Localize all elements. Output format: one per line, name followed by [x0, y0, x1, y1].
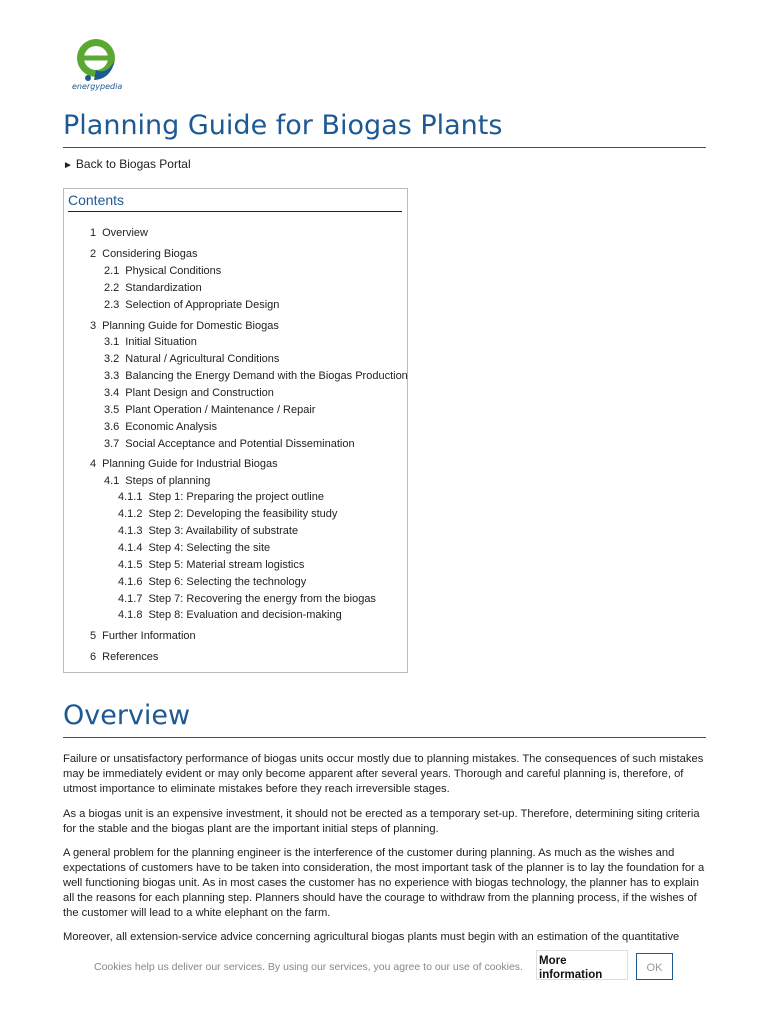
toc-item-number: 3.1 [104, 336, 120, 348]
toc-item-number: 4.1.7 [118, 593, 143, 605]
toc-item[interactable] [90, 651, 158, 663]
toc-item[interactable] [118, 542, 270, 554]
overview-paragraph-2: As a biogas unit is an expensive investment, it should not be erected as a temporary set-up. Therefore, determining siting criteria for the stable and the biogas plant are the important initial steps of planning. [63, 808, 700, 835]
toc-item[interactable] [118, 559, 304, 571]
toc-item-label: Economic Analysis [125, 421, 218, 433]
toc-item[interactable] [118, 593, 376, 605]
toc-item[interactable] [104, 421, 217, 433]
toc-item-number: 4.1.1 [118, 491, 143, 503]
toc-item[interactable] [104, 299, 279, 311]
toc-item[interactable] [104, 387, 274, 399]
toc-item-number: 3.2 [104, 353, 120, 365]
toc-item[interactable] [104, 438, 355, 450]
toc-item[interactable] [90, 630, 196, 642]
table-of-contents [63, 188, 408, 673]
toc-item-label: Step 1: Preparing the project outline [148, 491, 324, 503]
toc-item-number: 4.1.2 [118, 508, 143, 520]
toc-item[interactable] [90, 320, 279, 332]
page-title: Planning Guide for Biogas Plants [63, 110, 706, 148]
toc-item-label: Overview [102, 227, 148, 239]
toc-item-label: Planning Guide for Domestic Biogas [102, 320, 279, 332]
toc-item-number: 1 [90, 227, 97, 239]
toc-item[interactable] [90, 227, 148, 239]
toc-item[interactable] [118, 609, 342, 621]
toc-item-label: Standardization [125, 282, 202, 294]
toc-item[interactable] [90, 248, 198, 260]
toc-item-label: Further Information [102, 630, 196, 642]
toc-item-number: 2.2 [104, 282, 120, 294]
toc-item-label: Step 5: Material stream logistics [148, 559, 305, 571]
toc-item[interactable] [104, 475, 210, 487]
toc-item-label: References [102, 651, 159, 663]
toc-item-number: 3.5 [104, 404, 120, 416]
toc-item-label: Step 4: Selecting the site [148, 542, 271, 554]
toc-item-number: 4.1.3 [118, 525, 143, 537]
toc-item-number: 4 [90, 458, 97, 470]
toc-item-number: 4.1.8 [118, 609, 143, 621]
toc-item-label: Plant Operation / Maintenance / Repair [125, 404, 316, 416]
cookie-banner [0, 945, 768, 990]
toc-item[interactable] [104, 282, 202, 294]
toc-item-number: 4.1.4 [118, 542, 143, 554]
toc-item-number: 4.1 [104, 475, 120, 487]
toc-item-number: 6 [90, 651, 97, 663]
overview-heading: Overview [63, 700, 706, 738]
toc-item-number: 2.1 [104, 265, 120, 277]
toc-item-label: Step 8: Evaluation and decision-making [148, 609, 342, 621]
toc-item[interactable] [118, 508, 337, 520]
toc-item-number: 3.7 [104, 438, 120, 450]
toc-item-number: 5 [90, 630, 97, 642]
toc-item[interactable] [118, 525, 298, 537]
toc-item-number: 3.6 [104, 421, 120, 433]
toc-item-number: 3.3 [104, 370, 120, 382]
overview-paragraph-4: Moreover, all extension-service advice concerning agricultural biogas plants must begin with an estimation of the quantitative [63, 931, 680, 943]
toc-item-label: Social Acceptance and Potential Dissemination [125, 438, 355, 450]
toc-item-label: Physical Conditions [125, 265, 222, 277]
toc-item-label: Step 3: Availability of substrate [148, 525, 299, 537]
toc-item[interactable] [104, 265, 221, 277]
triangle-right-icon: ► [63, 160, 73, 171]
toc-item-label: Planning Guide for Industrial Biogas [102, 458, 278, 470]
toc-item-label: Selection of Appropriate Design [125, 299, 280, 311]
toc-item[interactable] [104, 336, 197, 348]
toc-item-label: Natural / Agricultural Conditions [125, 353, 280, 365]
toc-item-label: Step 6: Selecting the technology [148, 576, 307, 588]
more-information-button[interactable]: More information [536, 950, 628, 980]
back-link[interactable] [63, 157, 191, 171]
toc-item[interactable] [104, 404, 315, 416]
toc-item[interactable] [90, 458, 278, 470]
toc-item-number: 2 [90, 248, 97, 260]
toc-item[interactable] [104, 370, 408, 382]
toc-title: Contents [68, 192, 402, 212]
toc-item-number: 4.1.6 [118, 576, 143, 588]
logo-wordmark: energypedia [72, 82, 123, 91]
toc-item-number: 2.3 [104, 299, 120, 311]
overview-paragraph-3: A general problem for the planning engineer is the interference of the customer during planning. As much as the wishes and expectations of customers have to be taken into consideration, the most important task of the planner is to lay the foundation for a well functioning biogas unit. As in most cases the customer has no experience with biogas technology, the planner has to explain all the reasons for each planning step. Planners should have the courage to withdraw from the planning process, if the wishes of the customer will lead to a white elephant on the farm. [63, 847, 705, 919]
ok-button[interactable]: OK [636, 953, 673, 980]
toc-item[interactable] [118, 576, 306, 588]
toc-item-label: Plant Design and Construction [125, 387, 274, 399]
back-link-label: Back to Biogas Portal [75, 157, 191, 171]
overview-paragraph-1: Failure or unsatisfactory performance of biogas units occur mostly due to planning mistakes. The consequences of such mistakes may be immediately evident or may only become apparent after several years. Thorough and careful planning is, therefore, of utmost importance to eliminate mistakes before they reach irreversible stages. [63, 753, 704, 795]
toc-item-label: Balancing the Energy Demand with the Biogas Production [125, 370, 408, 382]
toc-item-number: 3 [90, 320, 97, 332]
toc-item-number: 3.4 [104, 387, 120, 399]
cookie-message: Cookies help us deliver our services. By using our services, you agree to our use of cookies. [94, 961, 523, 973]
toc-item[interactable] [104, 353, 279, 365]
toc-item-label: Step 2: Developing the feasibility study [148, 508, 338, 520]
toc-item-label: Steps of planning [125, 475, 211, 487]
toc-item-label: Initial Situation [125, 336, 197, 348]
toc-item[interactable] [118, 491, 324, 503]
toc-item-label: Considering Biogas [102, 248, 198, 260]
toc-item-label: Step 7: Recovering the energy from the biogas [148, 593, 376, 605]
toc-item-number: 4.1.5 [118, 559, 143, 571]
